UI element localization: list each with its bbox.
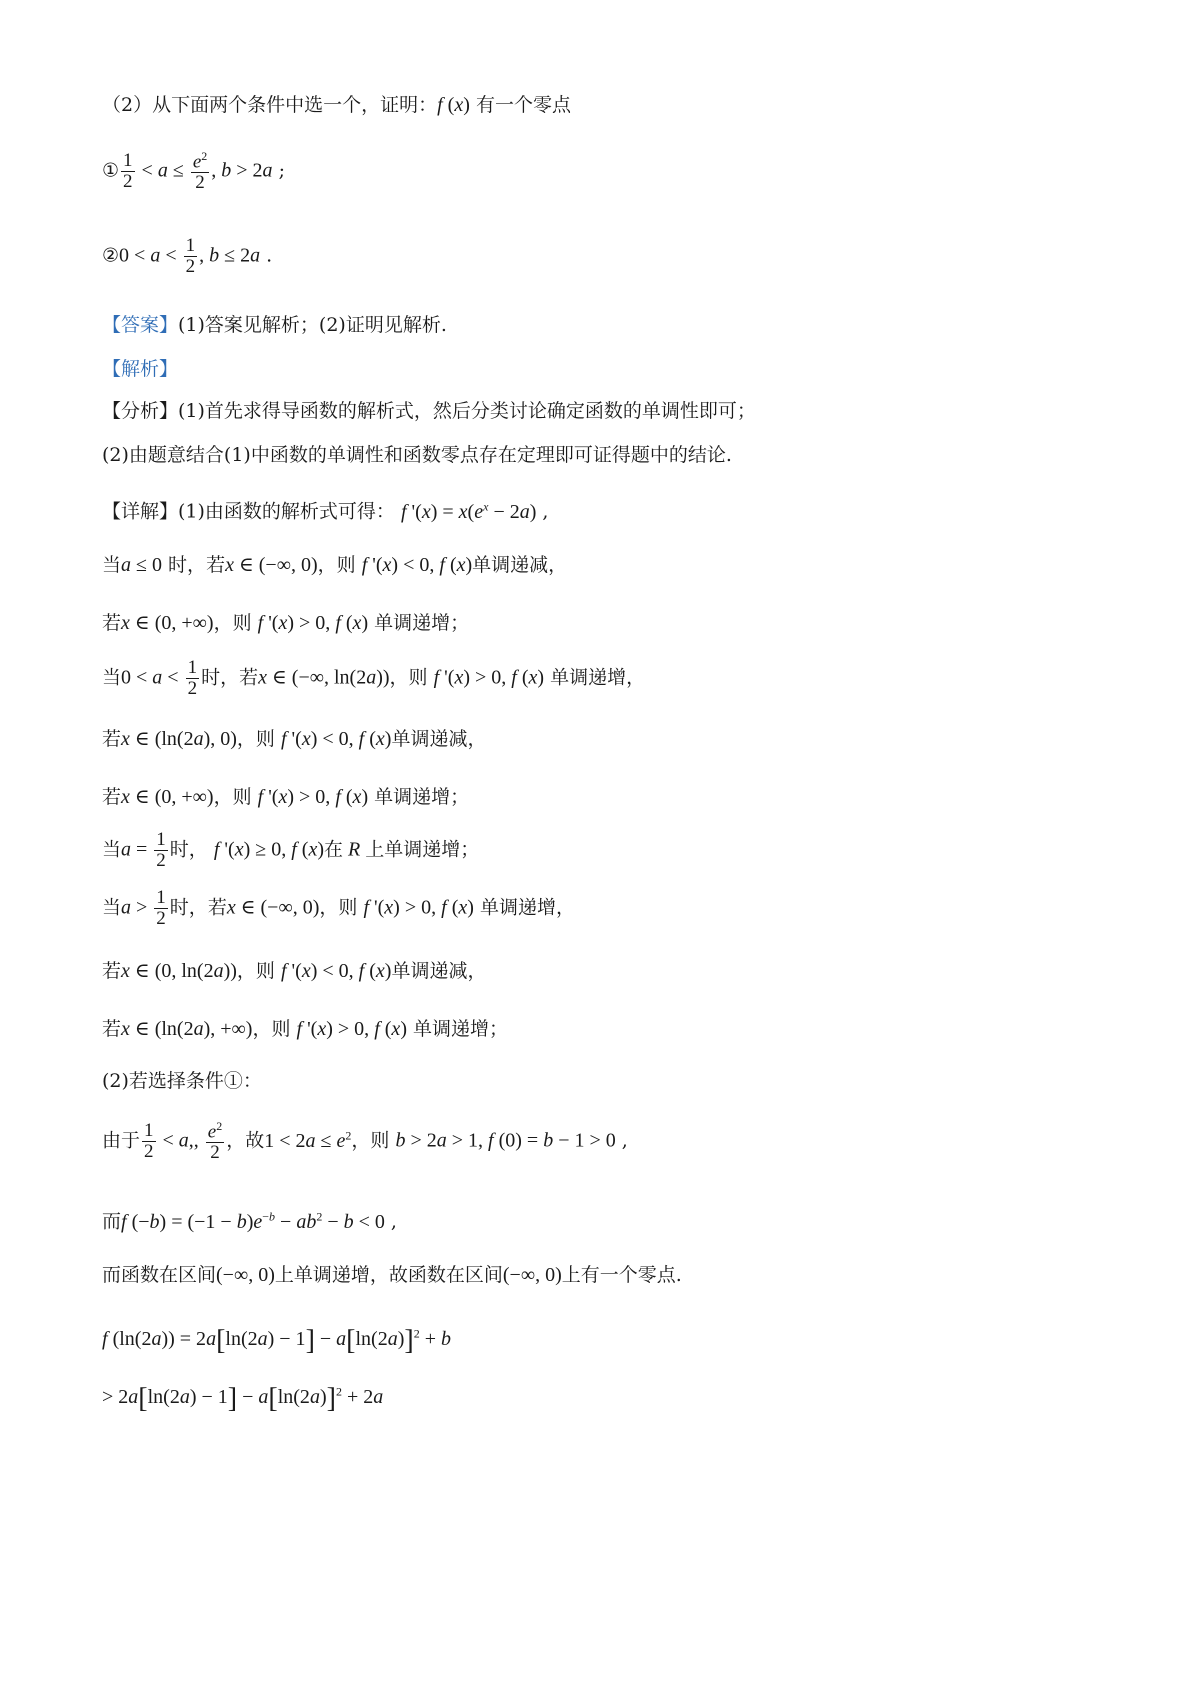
case-a-gt-half-b: 若x ∈ (0, ln(2a))，则 f '(x) < 0, f (x)单调递减， (102, 960, 487, 982)
case-a-eq-half: 当a = $\frac{1}{2}$ 时， f '(x) ≥ 0, f (x)在 R 上单调递增； (102, 829, 480, 871)
part2-select: (2)若选择条件①： (102, 1070, 262, 1092)
f-minus-b-line: 而f $(-b) = (-1 - b)e^{-b} - ab^2 - b < 0$ , (102, 1209, 397, 1233)
case-a-lt-half-b: 若x ∈ (ln(2a), 0)，则 f '(x) < 0, f (x)单调递减， (102, 728, 487, 750)
condition-1: ① $\frac{1}{2}$ < a ≤ $\frac{e^2}{2}$ , b > 2a ; (102, 149, 285, 194)
formula-line-1: f $(\ln(2a)) = 2a[\ln(2a) - 1] - a[\ln(2a)]^2 + b$ (102, 1324, 451, 1356)
condition-2: ②0 < a < $\frac{1}{2}$ , b ≤ 2a . (102, 235, 273, 277)
analysis-tag: 【解析】 (102, 358, 179, 380)
case-a-lt-half-c: 若x ∈ (0, +∞)，则 f '(x) > 0, f (x) 单调递增； (102, 786, 470, 808)
case-a-lt-half: 当0 < a < $\frac{1}{2}$ 时，若x ∈ (−∞, ln(2a))，则 f '(x) > 0, f (x) 单调递增， (102, 657, 646, 699)
xiangjie-line: 【详解】(1)由函数的解析式可得： f '$(x) = x(e^x - 2a)$ , (102, 499, 549, 523)
answer-tag: 【答案】 (102, 314, 179, 336)
case-a-gt-half-c: 若x ∈ (ln(2a), +∞)，则 f '(x) > 0, f (x) 单调递增； (102, 1018, 509, 1040)
interval-line: 而函数在区间(−∞, 0)上单调递增，故函数在区间(−∞, 0)上有一个零点. (102, 1264, 682, 1286)
analysis-heading (102, 356, 178, 382)
xiangjie-tag: 【详解】 (102, 500, 179, 523)
case-a-gt-half: 当a > $\frac{1}{2}$ 时，若x ∈ (−∞, 0)，则 f '(x) > 0, f (x) 单调递增， (102, 887, 575, 929)
fenxi-line-1: 【分析】(1)首先求得导函数的解析式，然后分类讨论确定函数的单调性即可； (102, 400, 756, 422)
fenxi-tag: 【分析】 (102, 400, 179, 422)
fenxi-line-2: (2)由题意结合(1)中函数的单调性和函数零点存在定理即可证得题中的结论. (102, 444, 732, 466)
formula-line-2: > $2a[\ln(2a) - 1] - a[\ln(2a)]^2 + 2a$ (102, 1382, 384, 1414)
answer-line: 【答案】(1)答案见解析；(2)证明见解析. (102, 314, 447, 336)
case-a-le-0-b: 若x ∈ (0, +∞)，则 f '(x) > 0, f (x) 单调递增； (102, 612, 470, 634)
case-a-le-0: 当a ≤ 0 时，若x ∈ (−∞, 0)，则 f '(x) < 0, f (x)单调递减， (102, 554, 568, 576)
part2-statement: （2）从下面两个条件中选一个，证明：f (x) 有一个零点 (102, 94, 571, 116)
since-line: 由于 $\frac{1}{2}$ < a,, $\frac{e^2}{2}$ ，故$1 < 2a \le e^2$，则 b > 2a > 1, f (0) = b − 1 > 0 , (102, 1119, 628, 1164)
